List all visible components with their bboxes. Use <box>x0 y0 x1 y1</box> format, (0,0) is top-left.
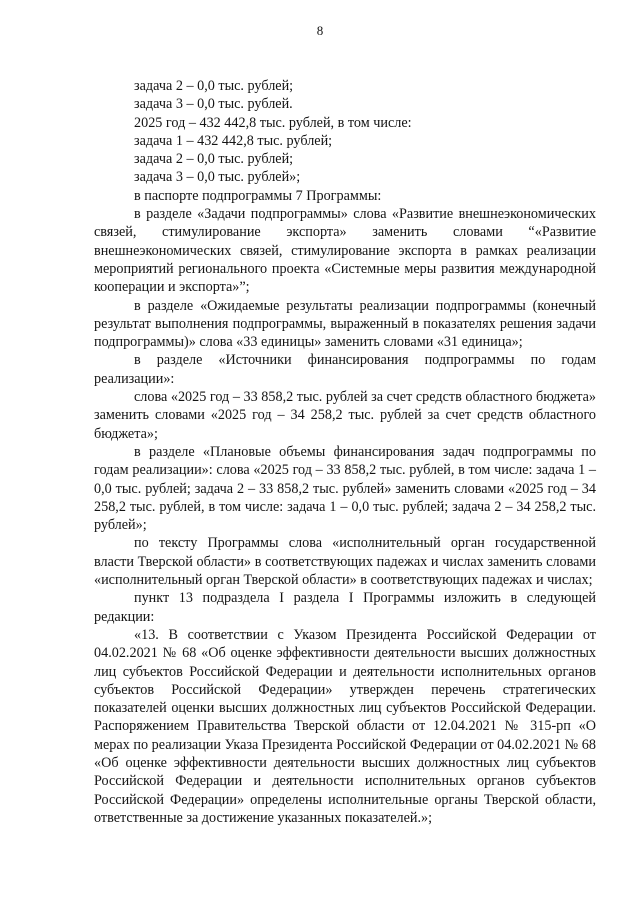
text-line: в паспорте подпрограммы 7 Программы: <box>134 187 382 204</box>
text-line: задача 1 – 432 442,8 тыс. рублей; <box>134 132 333 149</box>
page-number: 8 <box>316 23 324 38</box>
document-body <box>94 77 596 827</box>
paragraph-item-13-intro: пункт 13 подраздела I раздела I Программы изложить в следующей редакции: <box>94 590 596 625</box>
text-line: задача 2 – 0,0 тыс. рублей; <box>134 78 294 94</box>
text-line: задача 3 – 0,0 тыс. рублей»; <box>134 169 301 186</box>
text-line: задача 2 – 0,0 тыс. рублей; <box>134 151 294 168</box>
paragraph-planned-volumes: в разделе «Плановые объемы финансирования задач подпрограммы по годам реализации»: слова «2025 год – 33 858,2 тыс. рублей, в том числе: задача 1 – 0,0 тыс. рублей; задача 2 – 33 858,2 тыс. рублей» заменить словами «2025 год – 34 258,2 тыс. рублей, в том числе: задача 1 – 0,0 тыс. рублей; задача 2 – 34 258,2 тыс. рублей»; <box>94 443 596 534</box>
paragraph-tasks-section: в разделе «Задачи подпрограммы» слова «Развитие внешнеэкономических связей, стимулирование экспорта» заменить словами “«Развитие внешнеэкономических связей, стимулирование экспорта в рамках реализации мероприятий регионального проекта «Системные меры развития международной кооперации и экспорта»”; <box>94 206 596 296</box>
text-line: 2025 год – 432 442,8 тыс. рублей, в том числе: <box>134 114 412 131</box>
paragraph-expected-results: в разделе «Ожидаемые результаты реализации подпрограммы (конечный результат выполнения подпрограммы, выраженный в показателях решения задачи подпрограммы)» слова «33 единицы» заменить словами «31 единица»; <box>94 297 596 351</box>
text-line: задача 3 – 0,0 тыс. рублей. <box>134 96 293 113</box>
paragraph-program-text: по тексту Программы слова «исполнительный орган государственной власти Тверской области» в соответствующих падежах и числах заменить словами «исполнительный орган Тверской области» в соответствующих падежах и числах; <box>94 535 596 589</box>
paragraph-funding-sources: в разделе «Источники финансирования подпрограммы по годам реализации»: <box>94 352 596 387</box>
paragraph-item-13: «13. В соответствии с Указом Президента Российской Федерации от 04.02.2021 № 68 «Об оценке эффективности деятельности высших должностных лиц субъектов Российской Федерации и деятельности исполнительных органов субъектов Российской Федерации» утвержден перечень стратегических показателей оценки высших должностных лиц субъектов Российской Федерации. Распоряжением Правительства Тверской области от 12.04.2021 № 315-рп «О мерах по реализации Указа Президента Российской Федерации от 04.02.2021 № 68 «Об оценке эффективности деятельности высших должностных лиц субъектов Российской Федерации и деятельности исполнительных органов субъектов Российской Федерации» определены исполнительные органы Тверской области, ответственные за достижение указанных показателей.»; <box>94 626 596 826</box>
paragraph-funding-words: слова «2025 год – 33 858,2 тыс. рублей за счет средств областного бюджета» заменить словами «2025 год – 34 258,2 тыс. рублей за счет средств областного бюджета»; <box>94 389 596 442</box>
